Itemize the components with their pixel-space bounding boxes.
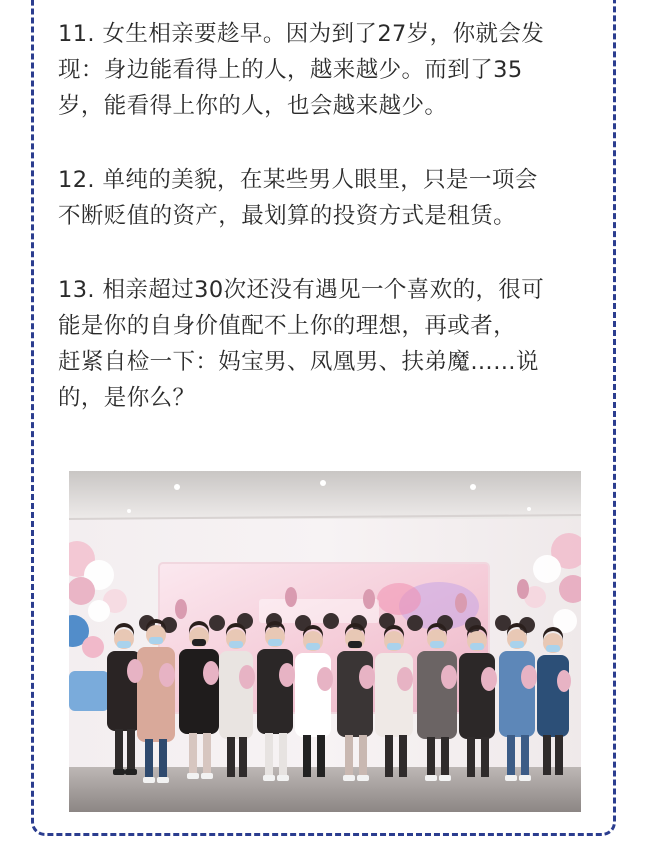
- tip-12: 12. 单纯的美貌，在某些男人眼里，只是一项会 不断贬值的资产，最划算的投资方式是租赁。: [58, 167, 538, 229]
- group-photo: [69, 471, 581, 812]
- tip-11: 11. 女生相亲要趁早。因为到了27岁，你就会发 现：身边能看得上的人，越来越少。而到了35 岁，能看得上你的人，也会越来越少。: [58, 21, 545, 119]
- tip-13: 13. 相亲超过30次还没有遇见一个喜欢的，很可 能是你的自身价值配不上你的理想，再或者， 赶紧自检一下：妈宝男、凤凰男、扶弟魔……说 的，是你么？: [58, 277, 545, 411]
- article-body: [58, 16, 598, 454]
